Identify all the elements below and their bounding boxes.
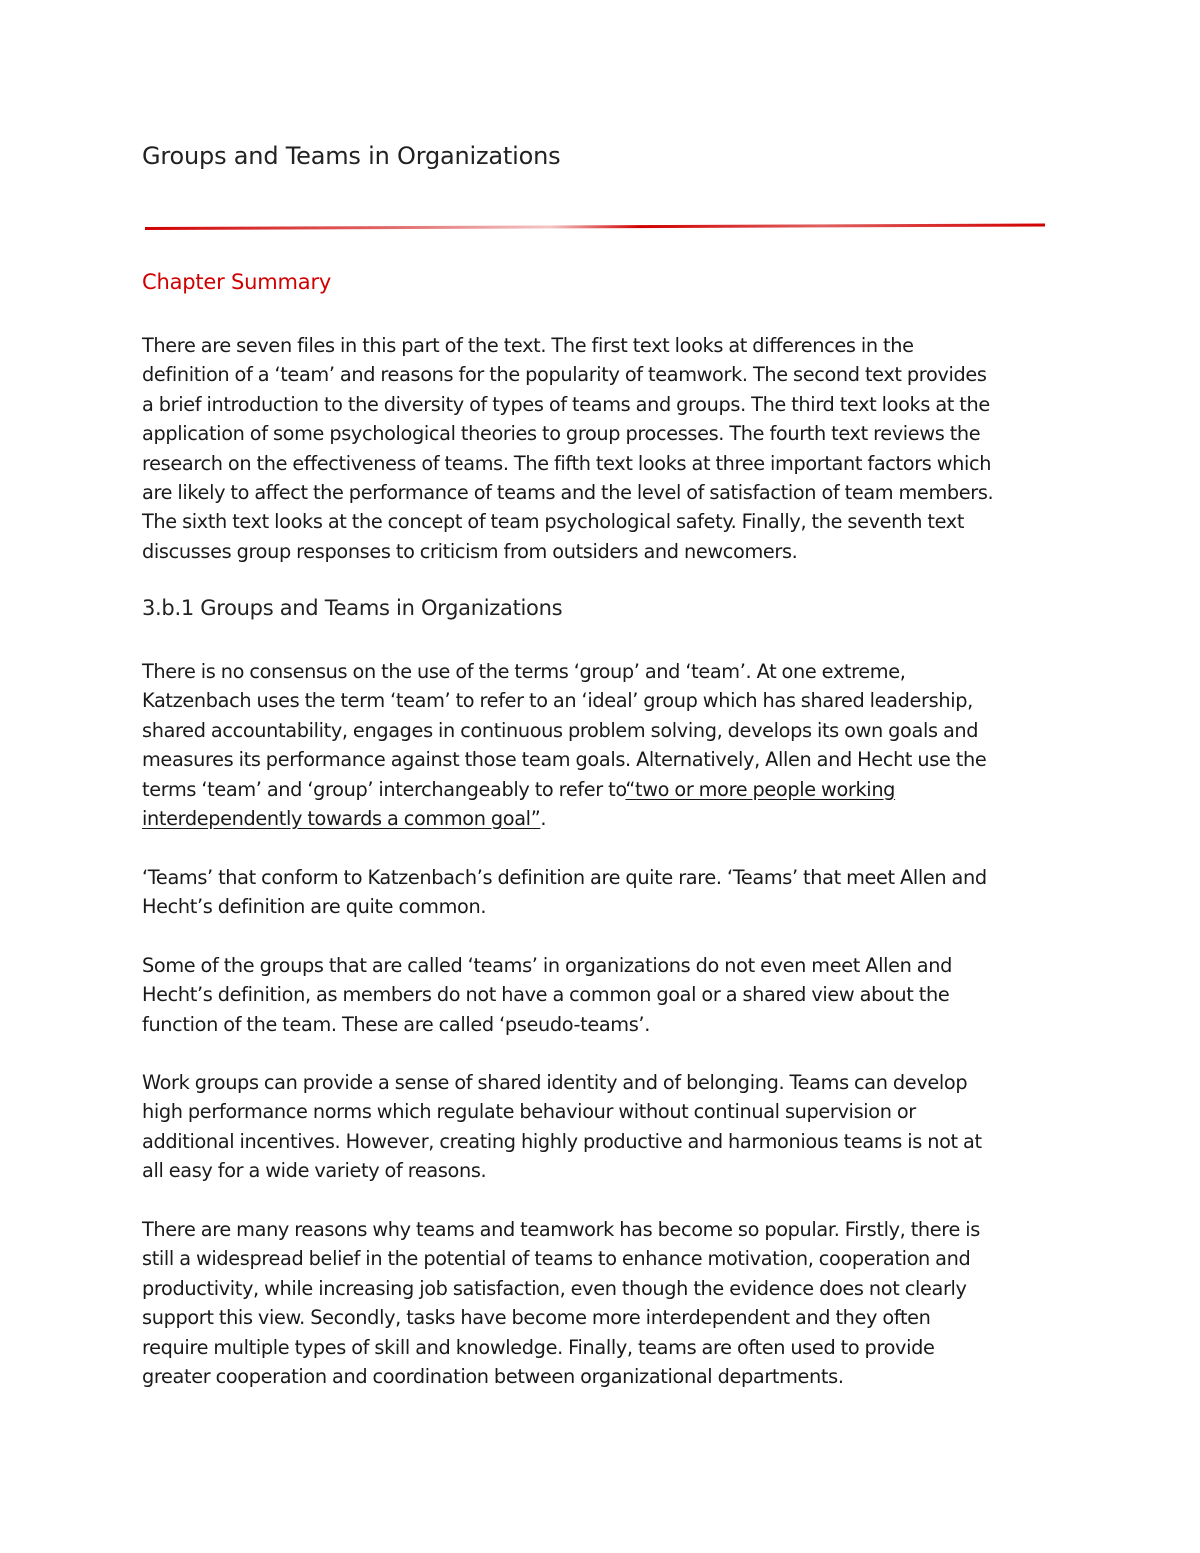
text-line: function of the team. These are called ‘pseudo-teams’. [142, 1012, 650, 1036]
text-line: Work groups can provide a sense of shared identity and of belonging. Teams can develop [142, 1071, 968, 1094]
chapter-summary-paragraph [142, 331, 1072, 566]
text-line: discusses group responses to criticism from outsiders and newcomers. [142, 539, 798, 563]
text-line: Hecht’s definition are quite common. [142, 895, 487, 919]
text-line: still a widespread belief in the potential of teams to enhance motivation, cooperation and [142, 1247, 971, 1271]
text-line: Katzenbach uses the term ‘team’ to refer to an ‘ideal’ group which has shared leadership, [142, 689, 973, 713]
definition-paragraph [142, 657, 1072, 833]
text-line: additional incentives. However, creating highly productive and harmonious teams is not at [142, 1129, 982, 1153]
section-heading: 3.b.1 Groups and Teams in Organizations [142, 596, 563, 620]
text-line: application of some psychological theories to group processes. The fourth text reviews the [142, 422, 981, 446]
text-line: support this view. Secondly, tasks have become more interdependent and they often [142, 1306, 931, 1330]
pseudo-teams-paragraph [142, 951, 1072, 1039]
text-line: There are many reasons why teams and teamwork has become so popular. Firstly, there is [142, 1218, 980, 1241]
text-line: The sixth text looks at the concept of team psychological safety. Finally, the seventh text [142, 510, 965, 534]
text-line: Some of the groups that are called ‘teams’ in organizations do not even meet Allen and [142, 954, 952, 977]
text-line: definition of a ‘team’ and reasons for the popularity of teamwork. The second text provides [142, 363, 987, 387]
text-line: greater cooperation and coordination between organizational departments. [142, 1365, 844, 1389]
text-line: all easy for a wide variety of reasons. [142, 1159, 487, 1183]
underlined-quote: interdependently towards a common goal” [142, 807, 541, 831]
document-title: Groups and Teams in Organizations [142, 142, 561, 170]
text-line: research on the effectiveness of teams. The fifth text looks at three important factors which [142, 451, 992, 475]
text-line: Hecht’s definition, as members do not have a common goal or a shared view about the [142, 983, 950, 1007]
text-line: high performance norms which regulate behaviour without continual supervision or [142, 1100, 916, 1124]
chapter-summary-heading: Chapter Summary [142, 270, 332, 294]
text-line: a brief introduction to the diversity of types of teams and groups. The third text looks at the [142, 392, 990, 416]
text-line: productivity, while increasing job satisfaction, even though the evidence does not clearly [142, 1276, 967, 1300]
text-segment: . [540, 807, 547, 831]
text-line [142, 775, 1072, 804]
text-line: ‘Teams’ that conform to Katzenbach’s definition are quite rare. ‘Teams’ that meet Allen and [142, 866, 987, 889]
work-groups-paragraph [142, 1068, 1072, 1186]
text-line: There is no consensus on the use of the terms ‘group’ and ‘team’. At one extreme, [142, 660, 906, 683]
text-line: require multiple types of skill and knowledge. Finally, teams are often used to provide [142, 1335, 935, 1359]
text-line: shared accountability, engages in continuous problem solving, develops its own goals and [142, 718, 979, 742]
text-line [142, 804, 1072, 833]
title-divider [145, 224, 1045, 230]
text-line: There are seven files in this part of the text. The first text looks at differences in the [142, 334, 914, 357]
rarity-paragraph [142, 863, 1072, 922]
underlined-quote: “two or more people working [625, 777, 896, 801]
text-line: measures its performance against those team goals. Alternatively, Allen and Hecht use the [142, 748, 987, 772]
text-segment: terms ‘team’ and ‘group’ interchangeably to refer to [142, 777, 626, 801]
popularity-paragraph [142, 1215, 1072, 1391]
text-line: are likely to affect the performance of teams and the level of satisfaction of team members. [142, 481, 994, 505]
